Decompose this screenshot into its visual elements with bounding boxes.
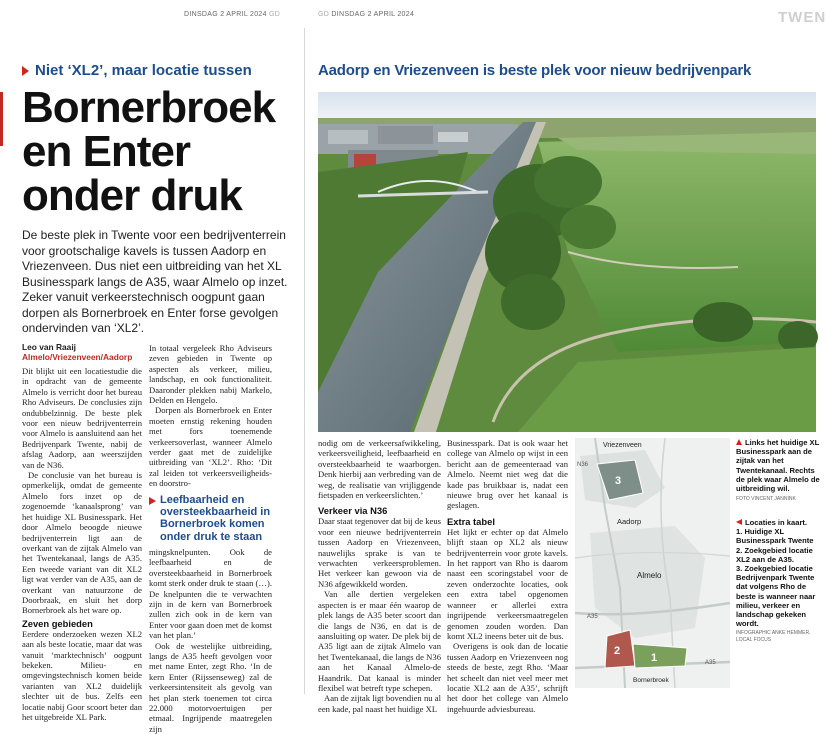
- page-gutter: [304, 28, 305, 694]
- zone-label-1: 1: [651, 652, 658, 664]
- location-map: [575, 438, 730, 688]
- right-dateline: GD DINSDAG 2 APRIL 2024: [318, 11, 415, 18]
- map-credit: INFOGRAPHIC ANKE HEMMER, LOCAL FOCUS: [736, 630, 811, 643]
- right-col-1: nodig om de verkeersafwikkeling, verkeersveiligheid, leefbaarheid en oversteekbaarheid te waarborgen. Denk hierbij aan verbreding van de weg, de realisatie van vrijliggende fietspaden en verkeerslichten.’ Verkeer via N36 Daar staat tegenover dat bij de keus voor een nieuwe bedrijventerrein tussen Aadorp en Vriezenveen, nauwelijks sprake is van te verwachten verkeersproblemen. Het verkeer kan gewoon via de N36 afgewikkeld worden. Van alle dertien vergeleken aspecten is er maar één waarop de plek langs de A35 beter scoort dan die langs de N36, en dat is de aansluiting op water. De plek bij de A35 ligt aan de zijtak Almelo van het Twentekanaal, die langs de N36 aan het Kanaal Almelo-de Haandrik. Dat kanaal is minder flexibel wat betreft type schepen. Aan de zijtak ligt bovendien nu al een kade, pal naast het huidige XL: [318, 438, 441, 714]
- left-headline: [22, 83, 276, 220]
- left-intro: De beste plek in Twente voor een bedrijventerrein voor grootschalige kavels is tussen Aadorp en Vriezenveen. Dus niet een uitbreiding van het XL Businesspark langs de A35, waar Almelo op inzet. Zeker vanuit verkeerstechnisch oogpunt gaan dorpen als Bornerbroek en Enter forse gevolgen ondervinden van ‘XL2’.: [22, 228, 288, 335]
- right-col-2: Businesspark. Dat is ook waar het college van Almelo op wijst in een bericht aan de gemeenteraad van Almelo. Neemt niet weg dat die kade pas bruikbaar is, nadat een nieuwe brug over het kanaal is geslagen. Extra tabel Het lijkt er echter op dat Almelo blijft staan op XL2 als nieuw bedrijventerrein voor grote kavels. In het rapport van Rho is daarom naast een scoringstabel voor de zeven onderzochte locaties, ook een extra tabel opgenomen wanneer er allerlei extra ingrijpende verkeersmaatregelen genomen zouden worden. Dan komt XL2 ineens beter uit de bus. Overigens is ook dan de locatie tussen Aadorp en Vriezenveen nog steeds de beste, zegt Rho. ‘Maar het scheelt dan niet veel meer met locatie XL2 aan de A35’, schrijft het door het college van Almelo ingehuurde adviesbureau.: [447, 438, 568, 714]
- left-kicker: Niet ‘XL2’, maar locatie tussen: [22, 62, 252, 79]
- section-label: TWEN: [778, 9, 827, 26]
- subhead-extra-tabel: Extra tabel: [447, 515, 495, 527]
- zone-label-2: 2: [614, 645, 621, 657]
- caption-arrow-icon: [736, 439, 742, 445]
- map-label-n36: N36: [577, 462, 589, 468]
- map-label-a35b: A35: [705, 660, 716, 666]
- map-caption-arrow-icon: [736, 519, 742, 525]
- map-item-2: 2. Zoekgebied locatie XL2 aan de A35.: [736, 545, 813, 564]
- zone-1: [633, 644, 687, 668]
- subhead-zeven: Zeven gebieden: [22, 617, 93, 629]
- map-item-1: 1. Huidige XL Businesspark Twente: [736, 527, 814, 546]
- author: Leo van Raaij: [22, 342, 76, 352]
- map-caption: Locaties in kaart. 1. Huidige XL Businesspark Twente 2. Zoekgebied locatie XL2 aan de A35. 3. Zoekgebied locatie Bedrijvenpark Twente dat volgens Rho de beste is wanneer naar milieu, verkeer en landschap gekeken wordt. INFOGRAPHIC ANKE HEMMER, LOCAL FOCUS: [736, 518, 824, 643]
- left-col-2: In totaal vergeleek Rho Adviseurs zeven gebieden in Twente op aspecten als verkeer, milieu, landschap, en ook functionaliteit. Daaronder plekken nabij Markelo, Delden en Hengelo. Dorpen als Bornerbroek en Enter moeten ernstig rekening houden met fors toenemende verkeersoverlast, wanneer Almelo verder gaat met de zuidelijke uitbreiding van ‘XL2’. Rho: ‘Dit zal leiden tot verkeersveiligheids- en doorstro- Leefbaarheid en oversteekbaarheid in Bornerbroek komen onder druk te staan mingsknelpunten. Ook de leefbaarheid en de oversteekbaarheid in Bornerbroek komt sterk onder druk te staan (…). De knelpunten die te verwachten zijn in de kern van Bornerbroek zullen zich ook in de kern van Enter voor gaan doen met de komst van het plan.’ Ook de westelijke uitbreiding, langs de A35 heeft gevolgen voor met name Enter, zegt Rho. ‘In de kern Enter (Rijssenseweg) zal de verkeersintensiteit als gevolg van het plan sterk toenemen tot circa 22.000 motorvoertuigen per etmaal. Ingrijpende maatregelen zijn: [149, 343, 272, 734]
- pullquote-arrow-icon: [149, 497, 156, 505]
- left-page-edge: [0, 92, 3, 146]
- kicker-arrow-icon: [22, 66, 29, 76]
- zone-label-3: 3: [615, 475, 622, 487]
- map-label-vriezenveen: Vriezenveen: [603, 442, 642, 449]
- headline-line-3: onder druk: [22, 171, 242, 220]
- dateline-location: Almelo/Vriezenveen/Aadorp: [22, 352, 133, 362]
- map-label-almelo: Almelo: [637, 571, 662, 580]
- left-col-1: Dit blijkt uit een locatiestudie die in opdracht van de gemeente Almelo is verricht door het bureau Rho Adviseurs. De conclusies zijn ondubbelzinnig. De beste plek voor een nieuw bedrijventerrein voor Almelo is aansluitend aan het Bedrijvenpark Twente, nabij de afslag Aadorp, aan weerszijden van de N36. De conclusie van het bureau is opmerkelijk, omdat de gemeente Almelo fors inzet op de zogenoemde ‘kanaalsprong’ van het huidige XL Businesspark. Het door Almelo beoogde nieuwe bedrijventerrein ligt aan de overkant van de zijtak Almelo van het Twentekanaal, langs de A35. Een tweede variant van dit XL2 ligt wat verder van de A35, aan de overkant van natuurzone de Doorbraak, en sluit het dorp Bornerbroek als het ware op. Zeven gebieden Eerdere onderzoeken wezen XL2 aan als beste locatie, maar dat was vanuit ‘marktechnisch’ oogpunt bekeken. Milieu- en omgevingstechnisch komen beide varianten van XL2 duidelijk slechter uit de bus. Zelfs een locatie nabij Goor scoort beter dan het uitgebreide XL Park.: [22, 366, 142, 722]
- byline: [22, 342, 132, 362]
- map-item-3: 3. Zoekgebied locatie Bedrijvenpark Twente dat volgens Rho de beste is wanneer naar milieu, verkeer en landschap gekeken wordt.: [736, 564, 816, 629]
- right-headline: Aadorp en Vriezenveen is beste plek voor nieuw bedrijvenpark: [318, 62, 752, 79]
- photo-caption: Links het huidige XL Businesspark aan de zijtak van het Twentekanaal. Rechts de plek waar Almelo de uitbreiding wil. FOTO VINCENT JANNINK: [736, 438, 822, 504]
- headline-line-2: en Enter: [22, 127, 191, 176]
- subhead-verkeer: Verkeer via N36: [318, 505, 388, 517]
- aerial-photo: [318, 92, 816, 432]
- pullquote: Leefbaarheid en oversteekbaarheid in Bornerbroek komen onder druk te staan: [149, 494, 272, 543]
- map-label-aadorp: Aadorp: [617, 517, 642, 526]
- left-dateline: DINSDAG 2 APRIL 2024 GD: [184, 11, 281, 18]
- photo-credit: FOTO VINCENT JANNINK: [736, 496, 796, 503]
- map-label-bornerbroek: Bornerbroek: [633, 677, 669, 684]
- headline-line-1: Bornerbroek: [22, 83, 276, 132]
- map-label-a35a: A35: [587, 614, 598, 620]
